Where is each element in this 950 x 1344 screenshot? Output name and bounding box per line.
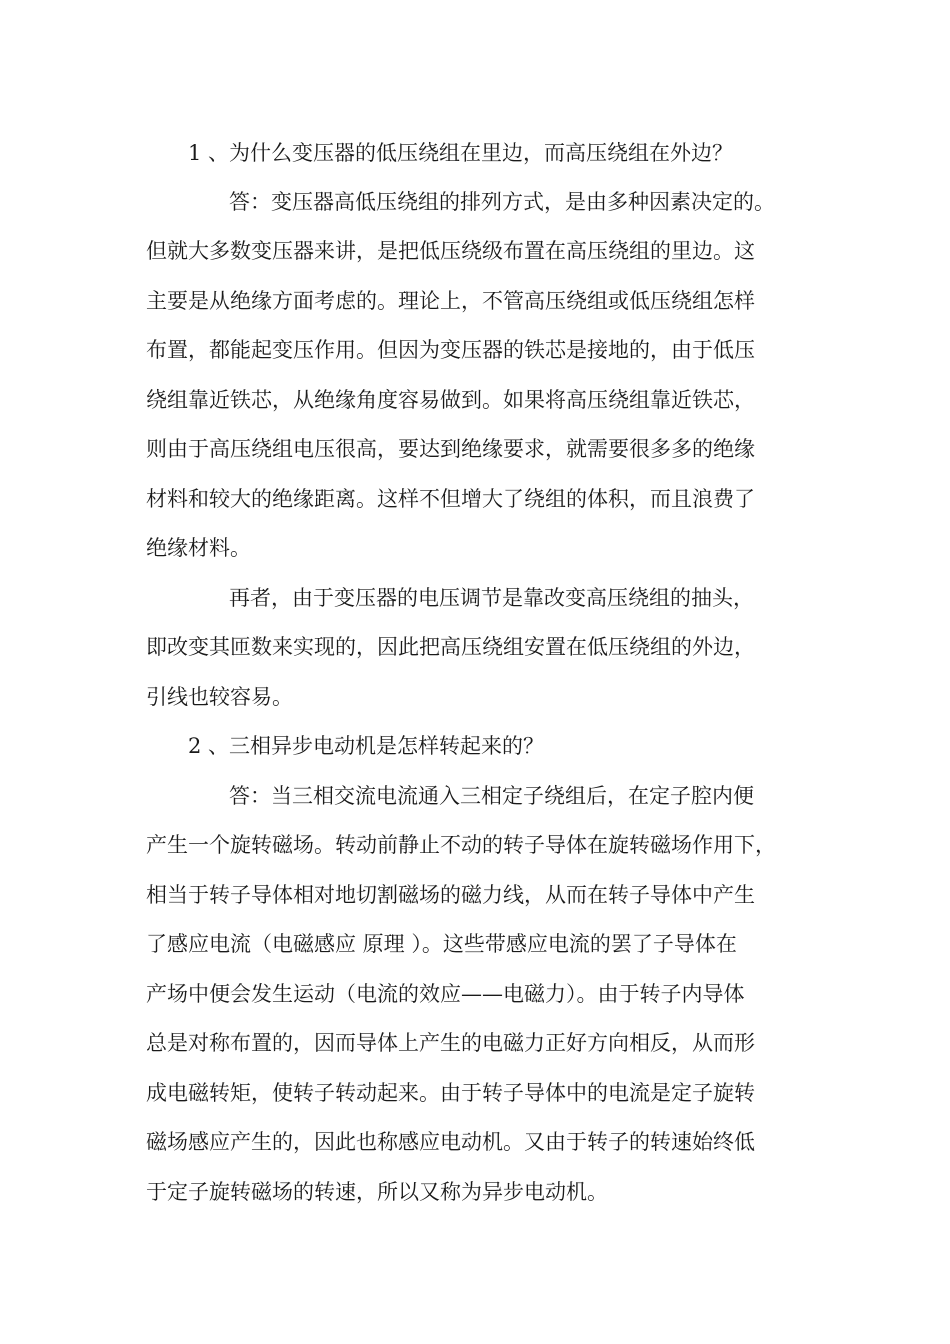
answer-1-line: 引线也较容易。 xyxy=(146,685,293,709)
answer-2-line: 磁场感应产生的，因此也称感应电动机。又由于转子的转速始终低 xyxy=(146,1130,755,1154)
answer-1-line: 绝缘材料。 xyxy=(146,536,251,560)
answer-2-line: 产生一个旋转磁场。转动前静止不动的转子导体在旋转磁场作用下， xyxy=(146,833,776,857)
answer-1-line: 布置，都能起变压作用。但因为变压器的铁芯是接地的，由于低压 xyxy=(146,338,755,362)
answer-1-line: 绕组靠近铁芯，从绝缘角度容易做到。如果将高压绕组靠近铁芯， xyxy=(146,388,755,412)
answer-1-line: 但就大多数变压器来讲，是把低压绕级布置在高压绕组的里边。这 xyxy=(146,239,755,263)
answer-2-line: 答：当三相交流电流通入三相定子绕组后，在定子腔内便 xyxy=(229,784,754,808)
answer-1-line: 即改变其匝数来实现的，因此把高压绕组安置在低压绕组的外边， xyxy=(146,635,755,659)
answer-1-line: 再者，由于变压器的电压调节是靠改变高压绕组的抽头， xyxy=(229,586,754,610)
answer-2-line: 成电磁转矩，使转子转动起来。由于转子导体中的电流是定子旋转 xyxy=(146,1081,755,1105)
answer-1-line: 则由于高压绕组电压很高，要达到绝缘要求，就需要很多多的绝缘 xyxy=(146,437,755,461)
answer-2-line: 相当于转子导体相对地切割磁场的磁力线，从而在转子导体中产生 xyxy=(146,883,755,907)
answer-1-line: 主要是从绝缘方面考虑的。理论上，不管高压绕组或低压绕组怎样 xyxy=(146,289,755,313)
question-2-heading: 2 、三相异步电动机是怎样转起来的？ xyxy=(188,734,545,758)
answer-2-line: 总是对称布置的，因而导体上产生的电磁力正好方向相反，从而形 xyxy=(146,1031,755,1055)
answer-2-line: 了感应电流（电磁感应 原理 ）。这些带感应电流的罢了子导体在 xyxy=(146,932,737,956)
question-1-heading: 1 、为什么变压器的低压绕组在里边，而高压绕组在外边？ xyxy=(188,141,734,165)
answer-2-line: 产场中便会发生运动（电流的效应——电磁力）。由于转子内导体 xyxy=(146,982,745,1006)
answer-1-line: 材料和较大的绝缘距离。这样不但增大了绕组的体积，而且浪费了 xyxy=(146,487,755,511)
answer-2-line: 于定子旋转磁场的转速，所以又称为异步电动机。 xyxy=(146,1180,608,1204)
answer-1-line: 答：变压器高低压绕组的排列方式，是由多种因素决定的。 xyxy=(229,190,775,214)
